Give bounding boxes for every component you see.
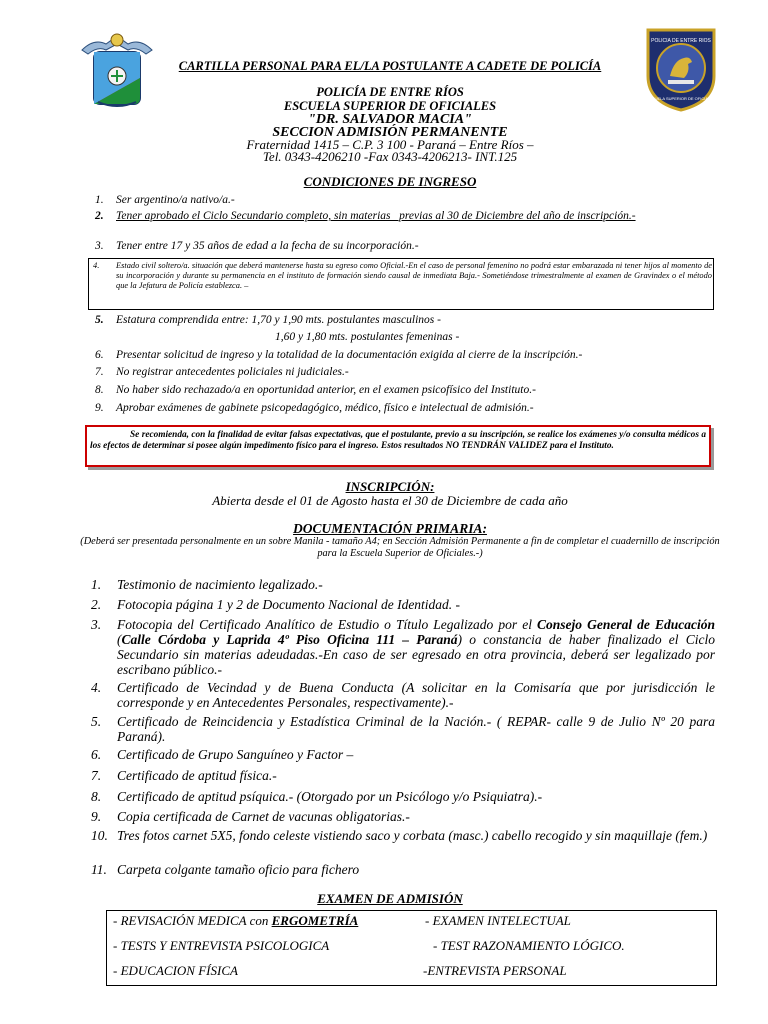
documentation-subtitle: (Deberá ser presentada personalmente en un sobre Manila - tamaño A4; en Sección Admisión Permanente a fin de completar el cuadernillo de inscripción para la Escuela Superior de Oficiales.-) — [80, 536, 720, 559]
condition-item-3 — [95, 240, 715, 252]
conditions-title: CONDICIONES DE INGRESO — [303, 174, 477, 189]
exam-table — [106, 910, 717, 986]
item-number: 1. — [91, 577, 102, 592]
item-text: Certificado de aptitud psíquica.- (Otorgado por un Psicólogo y/o Psiquiatra).- — [117, 789, 543, 804]
item-text: Tener aprobado el Ciclo Secundario completo, sin materias _previas al 30 de Diciembre del año de inscripción.- — [116, 210, 636, 222]
exam-row-2-left: - TESTS Y ENTREVISTA PSICOLOGICA — [113, 938, 330, 953]
item-text: Estado civil soltero/a. situación que deberá mantenerse hasta su egreso como Oficial.-En el caso de personal femenino no podrá estar embarazada ni tener hijos al momento de su incorporación y durante su permanencia en el instituto de formación siendo causal de inmediata Baja.- Sometiéndose trimestralmente al examen de Gravindex o el método que la Jefatura de Policía establezca. – — [116, 261, 712, 290]
item-number: 10. — [91, 828, 108, 843]
item-text: Carpeta colgante tamaño oficio para fichero — [117, 862, 360, 877]
exam-row-1-left — [113, 913, 358, 929]
item-number: 6. — [95, 349, 104, 361]
item-number: 8. — [91, 789, 102, 804]
header-section: SECCION ADMISIÓN PERMANENTE — [272, 125, 508, 140]
item-number: 7. — [95, 366, 104, 378]
header-address: Fraternidad 1415 – C.P. 3 100 - Paraná – Entre Ríos – — [246, 137, 534, 152]
documentation-title: DOCUMENTACIÓN PRIMARIA: — [293, 521, 487, 536]
header-school: ESCUELA SUPERIOR DE OFICIALES — [283, 99, 497, 113]
item-text: Testimonio de nacimiento legalizado.- — [117, 577, 323, 592]
item-number: 8. — [95, 384, 104, 396]
item-text: Certificado de aptitud física.- — [117, 768, 277, 783]
notice-text-2: para el Instituto. — [547, 441, 614, 451]
notice-text-1: Se recomienda, con la finalidad de evitar falsas expectativas, que el postulante, previo a su inscripción, se realice los exámenes y/o consulta médicos a los efectos de determinar si posee algún impedimento físico para el ingreso. Estos resultados — [90, 430, 706, 451]
notice-text-emphasis: NO TENDRÁN VALIDEZ — [445, 441, 548, 451]
item-text-bold: Consejo General de Educación — [537, 617, 715, 632]
item-number: 11. — [91, 862, 107, 877]
exam-row-3-left: - EDUCACION FÍSICA — [113, 963, 238, 978]
item-text: No registrar antecedentes policiales ni judiciales.- — [116, 366, 349, 378]
item-text: Aprobar exámenes de gabinete psicopedagógico, médico, físico e intelectual de admisión.- — [116, 402, 534, 414]
exam-row-1-right: - EXAMEN INTELECTUAL — [425, 913, 571, 928]
exam-item-bold: ERGOMETRÍA — [271, 913, 359, 928]
document-item-10 — [91, 828, 715, 843]
inscription-text: Abierta desde el 01 de Agosto hasta el 30 de Diciembre de cada año — [212, 493, 568, 508]
condition-item-1 — [95, 194, 715, 206]
document-item-11 — [91, 862, 715, 878]
document-item-4 — [91, 680, 715, 710]
item-number: 9. — [91, 809, 102, 824]
item-text: Certificado de Reincidencia y Estadística Criminal de la Nación.- ( REPAR- calle 9 de Julio Nº 20 para Paraná). — [117, 714, 715, 744]
medical-notice-text — [90, 430, 706, 452]
item-number: 5. — [95, 314, 104, 326]
item-number: 7. — [91, 768, 102, 783]
item-number: 3. — [91, 617, 102, 632]
item-text: Tres fotos carnet 5X5, fondo celeste vistiendo saco y corbata (masc.) cabello recogido y sin maquillaje (fem.) — [117, 828, 708, 843]
inscription-title: INSCRIPCIÓN: — [345, 479, 435, 494]
item-number: 3. — [95, 240, 104, 252]
exam-row-2-right: - TEST RAZONAMIENTO LÓGICO. — [433, 938, 625, 953]
document-item-7 — [91, 768, 715, 784]
item-text: Copia certificada de Carnet de vacunas obligatorias.- — [117, 809, 410, 824]
exam-row-3-right: -ENTREVISTA PERSONAL — [423, 963, 567, 978]
item-number: 9. — [95, 402, 104, 414]
document-item-1 — [91, 577, 715, 593]
coat-of-arms-logo — [76, 28, 158, 110]
item-text: Fotocopia del Certificado Analítico de Estudio o Título Legalizado por el — [117, 617, 538, 632]
exam-title: EXAMEN DE ADMISIÓN — [317, 891, 463, 906]
condition-item-4 — [93, 261, 712, 291]
document-title: CARTILLA PERSONAL PARA EL/LA POSTULANTE A CADETE DE POLICÍA — [178, 59, 602, 73]
header-police: POLICÍA DE ENTRE RÍOS — [316, 85, 464, 99]
condition-item-5 — [95, 314, 715, 326]
item-text: Certificado de Grupo Sanguíneo y Factor – — [117, 747, 354, 762]
document-item-5 — [91, 714, 715, 744]
item-text: Ser argentino/a nativo/a.- — [116, 194, 235, 206]
document-item-9 — [91, 809, 715, 825]
item-number: 2. — [95, 210, 104, 222]
condition-item-2 — [95, 211, 715, 223]
item-text: Fotocopia página 1 y 2 de Documento Nacional de Identidad. - — [117, 597, 461, 612]
condition-item-9 — [95, 402, 715, 414]
item-text: No haber sido rechazado/a en oportunidad anterior, en el examen psicofísico del Instituto.- — [116, 384, 536, 396]
item-text: ( — [117, 632, 122, 647]
document-item-8 — [91, 789, 715, 805]
item-text: Estatura comprendida entre: 1,70 y 1,90 mts. postulantes masculinos - — [116, 314, 441, 326]
item-number: 2. — [91, 597, 102, 612]
document-item-3 — [91, 617, 715, 677]
header-school-name: "DR. SALVADOR MACIA" — [308, 112, 472, 127]
badge-top-text: POLICIA DE ENTRE RIOS — [651, 38, 711, 44]
document-item-6 — [91, 747, 715, 763]
item-text: Certificado de Vecindad y de Buena Conducta (A solicitar en la Comisaría que por jurisdicción le corresponde y en Antecedentes Personales, respectivamente).- — [117, 680, 715, 710]
header-phone: Tel. 0343-4206210 -Fax 0343-4206213- INT.125 — [262, 149, 518, 164]
badge-bottom-text: ESCUELA SUPERIOR DE OFICIALES — [646, 96, 716, 101]
item-number: 4. — [93, 261, 100, 270]
item-text: ) o constancia de haber finalizado el Ciclo Secundario sin materias adeudadas.-En caso de ser egresado en otra provincia, deberá ser legalizado por escribano público.- — [117, 632, 715, 677]
item-number: 5. — [91, 714, 102, 729]
condition-item-7 — [95, 366, 715, 378]
item-number: 6. — [91, 747, 102, 762]
condition-item-5-line2: 1,60 y 1,80 mts. postulantes femeninas - — [275, 331, 460, 343]
document-item-2 — [91, 597, 715, 613]
item-number: 4. — [91, 680, 102, 695]
condition-item-8 — [95, 384, 715, 396]
item-text-bold: Calle Córdoba y Laprida 4º Piso Oficina 111 – Paraná — [121, 632, 458, 647]
item-number: 1. — [95, 194, 104, 206]
item-text: Presentar solicitud de ingreso y la totalidad de la documentación exigida al cierre de la inscripción.- — [116, 349, 583, 361]
school-badge-logo — [644, 26, 718, 112]
exam-item: - REVISACIÓN MEDICA con — [113, 913, 272, 928]
item-text: Tener entre 17 y 35 años de edad a la fecha de su incorporación.- — [116, 240, 419, 252]
condition-item-6 — [95, 349, 715, 361]
